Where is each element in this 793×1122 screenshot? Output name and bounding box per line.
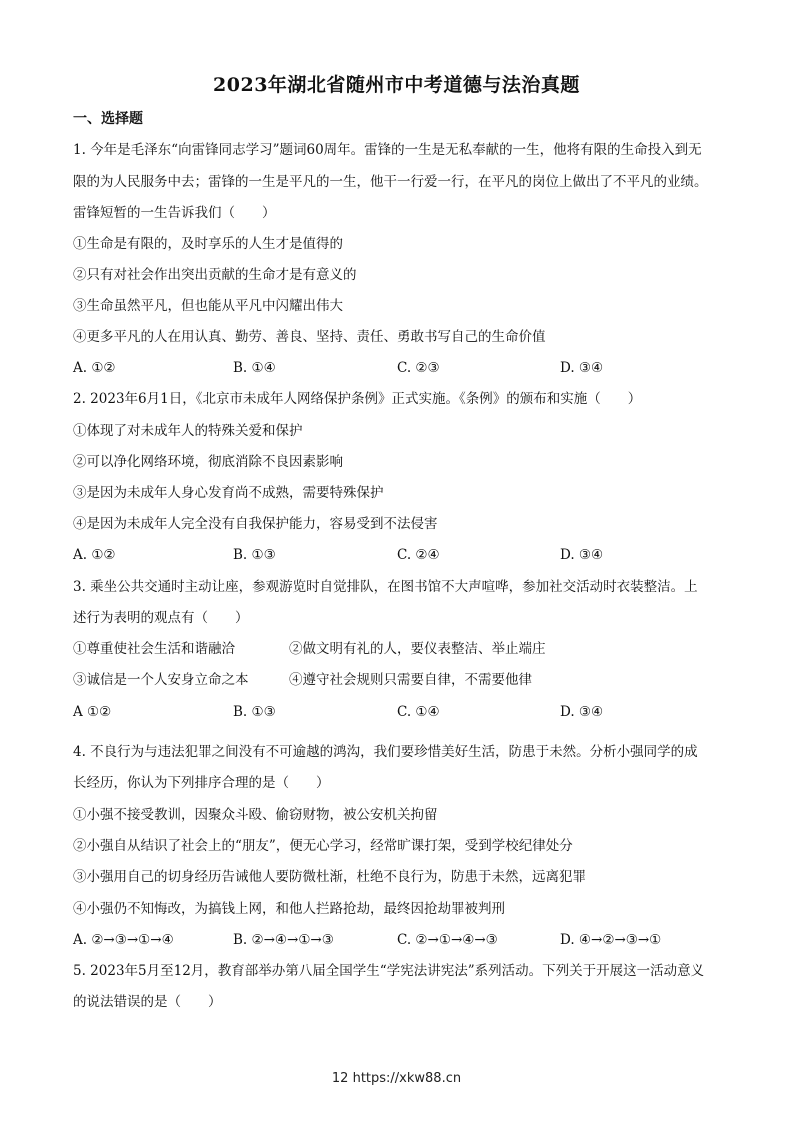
q5-stem-line2: 的说法错误的是（ ） [73,994,222,1010]
q2-option-c: C. ②④ [397,547,440,563]
q3-statement-2: ②做文明有礼的人，要仪表整洁、举止端庄 [289,641,546,657]
q1-stem-line2: 限的为人民服务中去；雷锋的一生是平凡的一生，他干一行爱一行，在平凡的岗位上做出了不平凡的业绩。 [73,174,708,190]
q1-option-d: D. ③④ [560,360,604,376]
q3-stem-line1: 3. 乘坐公共交通时主动让座，参观游览时自觉排队，在图书馆不大声喧哗，参加社交活动时衣装整洁。上 [73,579,698,595]
q2-option-b: B. ①③ [233,547,276,563]
q3-statement-1: ①尊重使社会生活和谐融洽 [73,641,235,657]
q2-statement-3: ③是因为未成年人身心发育尚不成熟，需要特殊保护 [73,485,384,501]
q4-statement-4: ④小强仍不知悔改，为搞钱上网，和他人拦路抢劫，最终因抢劫罪被判刑 [73,901,505,917]
q1-stem-line1: 1. 今年是毛泽东“向雷锋同志学习”题词60周年。雷锋的一生是无私奉献的一生，他将有限的生命投入到无 [73,142,702,158]
q3-statement-4: ④遵守社会规则只需要自律，不需要他律 [289,672,532,688]
q4-stem-line1: 4. 不良行为与违法犯罪之间没有不可逾越的鸿沟，我们要珍惜美好生活，防患于未然。分析小强同学的成 [73,744,698,760]
q2-stem-line1: 2. 2023年6月1日，《北京市未成年人网络保护条例》正式实施。《条例》的颁布和实施（ ） [73,391,642,407]
q3-statement-3: ③诚信是一个人安身立命之本 [73,672,249,688]
q4-option-c: C. ②→①→④→③ [397,932,498,948]
q1-option-c: C. ②③ [397,360,440,376]
q1-option-a: A. ①② [73,360,116,376]
q1-statement-4: ④更多平凡的人在用认真、勤劳、善良、坚持、责任、勇敢书写自己的生命价值 [73,329,546,345]
q4-statement-3: ③小强用自己的切身经历告诫他人要防微杜渐，杜绝不良行为，防患于未然，远离犯罪 [73,869,586,885]
page-title: 2023年湖北省随州市中考道德与法治真题 [213,74,580,96]
q2-statement-4: ④是因为未成年人完全没有自我保护能力，容易受到不法侵害 [73,516,438,532]
q2-option-a: A. ①② [73,547,116,563]
q4-option-b: B. ②→④→①→③ [233,932,334,948]
q3-option-d: D. ③④ [560,704,604,720]
q1-statement-3: ③生命虽然平凡，但也能从平凡中闪耀出伟大 [73,298,343,314]
q1-statement-1: ①生命是有限的，及时享乐的人生才是值得的 [73,236,343,252]
q4-statement-2: ②小强自从结识了社会上的“朋友”，便无心学习，经常旷课打架，受到学校纪律处分 [73,838,573,854]
q5-stem-line1: 5. 2023年5月至12月，教育部举办第八届全国学生“学宪法讲宪法”系列活动。下列关于开展这一活动意义 [73,963,705,979]
page-footer: 12 https://xkw88.cn [331,1071,462,1086]
q3-option-b: B. ①③ [233,704,276,720]
q2-option-d: D. ③④ [560,547,604,563]
q2-statement-2: ②可以净化网络环境，彻底消除不良因素影响 [73,454,343,470]
q4-stem-line2: 长经历，你认为下列排序合理的是（ ） [73,775,330,791]
q3-option-a: A ①② [73,704,112,720]
q3-option-c: C. ①④ [397,704,440,720]
q4-statement-1: ①小强不接受教训，因聚众斗殴、偷窃财物，被公安机关拘留 [73,807,438,823]
q2-statement-1: ①体现了对未成年人的特殊关爱和保护 [73,423,303,439]
q1-statement-2: ②只有对社会作出突出贡献的生命才是有意义的 [73,267,357,283]
q4-option-d: D. ④→②→③→① [560,932,662,948]
section-heading: 一、选择题 [73,111,143,127]
q4-option-a: A. ②→③→①→④ [73,932,174,948]
q1-stem-line3: 雷锋短暂的一生告诉我们（ ） [73,205,276,221]
q3-stem-line2: 述行为表明的观点有（ ） [73,610,249,626]
q1-option-b: B. ①④ [233,360,276,376]
